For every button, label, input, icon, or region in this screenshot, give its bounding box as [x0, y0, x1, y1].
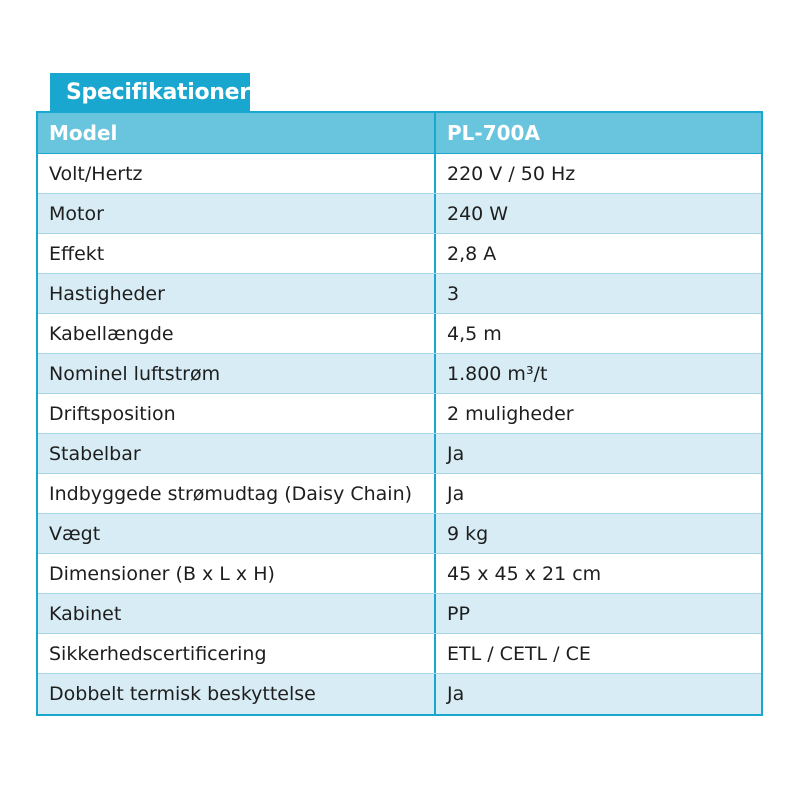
spec-value: Ja — [447, 442, 465, 465]
table-row — [38, 194, 761, 234]
spec-label: Hastigheder — [38, 274, 436, 313]
spec-label: Vægt — [38, 514, 436, 553]
spec-value: 240 W — [447, 202, 509, 225]
table-row — [38, 154, 761, 194]
table-row — [38, 674, 761, 714]
spec-value: Ja — [447, 482, 465, 505]
spec-label: Sikkerhedscertificering — [38, 634, 436, 673]
spec-value: 220 V / 50 Hz — [447, 162, 576, 185]
spec-value: 2 muligheder — [447, 402, 574, 425]
spec-value: 45 x 45 x 21 cm — [447, 562, 602, 585]
table-row — [38, 274, 761, 314]
table-row — [38, 434, 761, 474]
spec-value: PP — [447, 602, 470, 625]
spec-label: Dimensioner (B x L x H) — [38, 554, 436, 593]
table-row — [38, 354, 761, 394]
spec-value: ETL / CETL / CE — [447, 642, 591, 665]
spec-label: Dobbelt termisk beskyttelse — [38, 674, 436, 714]
table-row — [38, 234, 761, 274]
table-row — [38, 314, 761, 354]
spec-label: Indbyggede strømudtag (Daisy Chain) — [38, 474, 436, 513]
spec-label: Volt/Hertz — [38, 154, 436, 193]
spec-label: Nominel luftstrøm — [38, 354, 436, 393]
spec-value: 4,5 m — [447, 322, 502, 345]
table-row — [38, 394, 761, 434]
spec-label: Motor — [38, 194, 436, 233]
specifications-table — [36, 111, 763, 716]
spec-value: Ja — [447, 683, 465, 705]
section-title-tab — [50, 73, 250, 111]
table-row — [38, 514, 761, 554]
table-row — [38, 554, 761, 594]
spec-label: Driftsposition — [38, 394, 436, 433]
spec-value: 2,8 A — [447, 242, 497, 265]
table-row — [38, 594, 761, 634]
spec-value: 3 — [447, 282, 460, 305]
spec-value: 1.800 m³/t — [447, 362, 548, 385]
header-label-cell: Model — [38, 113, 436, 153]
table-row — [38, 634, 761, 674]
section-title: Specifikationer — [66, 80, 250, 105]
spec-label: Kabellængde — [38, 314, 436, 353]
spec-label: Stabelbar — [38, 434, 436, 473]
spec-value: 9 kg — [447, 522, 489, 545]
header-value-cell: PL-700A — [447, 121, 540, 145]
table-row — [38, 474, 761, 514]
table-header-row — [38, 113, 761, 154]
spec-label: Effekt — [38, 234, 436, 273]
spec-label: Kabinet — [38, 594, 436, 633]
